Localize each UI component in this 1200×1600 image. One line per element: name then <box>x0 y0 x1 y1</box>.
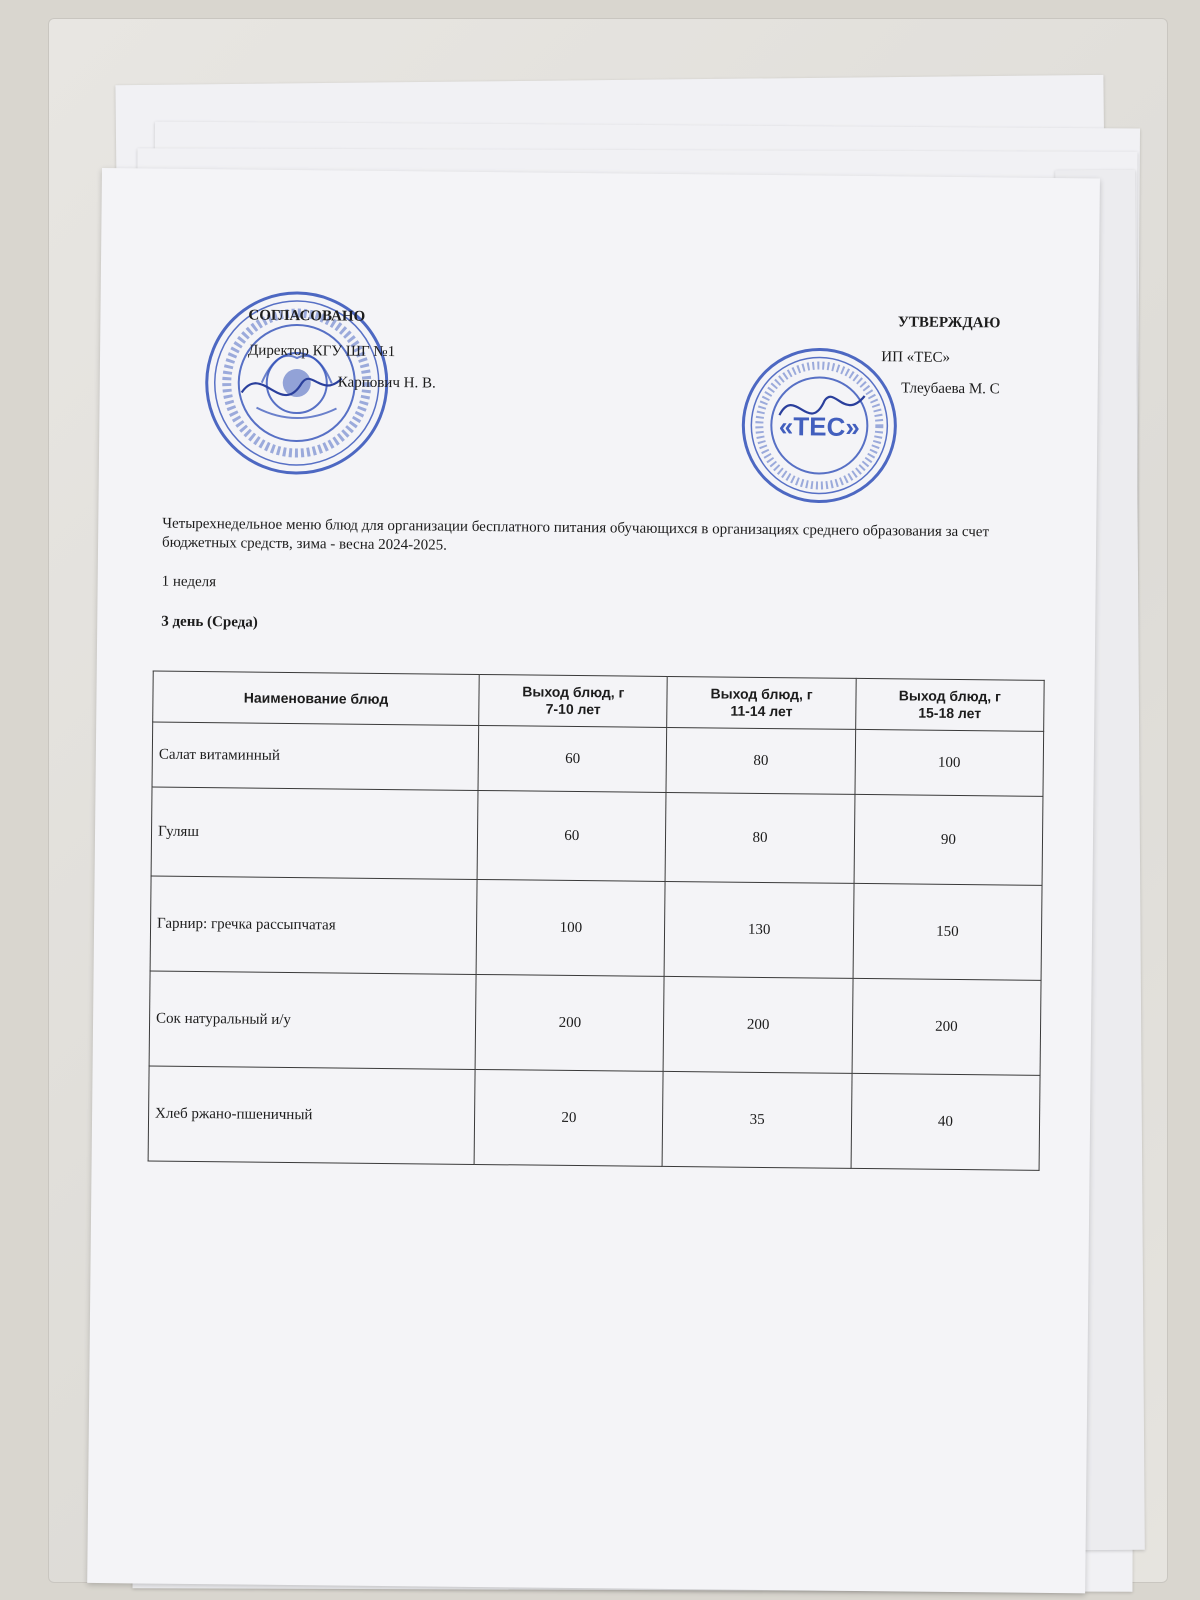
approval-heading-left: СОГЛАСОВАНО <box>248 307 366 325</box>
header-yield-label: Выход блюд, г <box>710 685 813 703</box>
approval-name-left: Карпович Н. В. <box>337 374 436 392</box>
approval-name-right: Тлеубаева М. С <box>901 380 1000 398</box>
header-yield-label: Выход блюд, г <box>898 687 1002 705</box>
header-dish-name: Наименование блюд <box>153 671 480 725</box>
yield-15-18: 40 <box>851 1073 1040 1170</box>
week-label: 1 неделя <box>161 573 217 591</box>
table-row <box>150 876 1042 980</box>
yield-15-18: 100 <box>855 729 1044 796</box>
menu-page <box>87 168 1100 1593</box>
yield-7-10: 100 <box>476 879 665 976</box>
approval-position-right: ИП «ТЕС» <box>881 349 951 366</box>
yield-7-10: 60 <box>478 725 667 792</box>
yield-11-14: 35 <box>663 1071 852 1168</box>
table-row <box>151 787 1043 885</box>
day-label: 3 день (Среда) <box>161 613 258 631</box>
header-yield-7-10 <box>479 674 668 727</box>
yield-11-14: 130 <box>665 881 854 978</box>
yield-7-10: 200 <box>475 974 664 1071</box>
table-row <box>148 1066 1040 1170</box>
header-yield-label: Выход блюд, г <box>522 683 625 701</box>
yield-7-10: 60 <box>477 790 666 881</box>
yield-15-18: 150 <box>853 883 1042 980</box>
header-yield-11-14 <box>667 676 856 729</box>
yield-11-14: 80 <box>666 727 855 794</box>
yield-15-18: 90 <box>854 794 1043 885</box>
header-age-range: 7-10 лет <box>545 700 601 718</box>
seal-right-center-text: «ТЕС» <box>778 411 860 442</box>
menu-table <box>148 671 1045 1171</box>
dish-name: Салат витаминный <box>152 722 479 790</box>
yield-11-14: 80 <box>666 792 855 883</box>
approval-position-left: Директор КГУ ШГ №1 <box>248 342 396 361</box>
yield-7-10: 20 <box>474 1069 663 1166</box>
header-yield-15-18 <box>855 678 1044 731</box>
dish-name: Сок натуральный и/у <box>149 971 476 1069</box>
approval-block-right <box>740 313 1001 399</box>
dish-name: Гуляш <box>151 787 478 879</box>
table-header-row <box>153 671 1044 731</box>
document-title: Четырехнедельное меню блюд для организации бесплатного питания обучающихся в организациях среднего образования за счет бюджетных средств, зима - весна 2024-2025. <box>161 515 990 554</box>
yield-11-14: 200 <box>664 976 853 1073</box>
table-row <box>149 971 1041 1075</box>
approval-heading-right: УТВЕРЖДАЮ <box>897 314 1001 332</box>
header-age-range: 11-14 лет <box>730 702 793 720</box>
dish-name: Гарнир: гречка рассыпчатая <box>150 876 477 974</box>
dish-name: Хлеб ржано-пшеничный <box>148 1066 475 1164</box>
header-age-range: 15-18 лет <box>918 704 982 722</box>
table-row <box>152 722 1044 796</box>
yield-15-18: 200 <box>852 978 1041 1075</box>
approval-block-left <box>248 308 529 394</box>
